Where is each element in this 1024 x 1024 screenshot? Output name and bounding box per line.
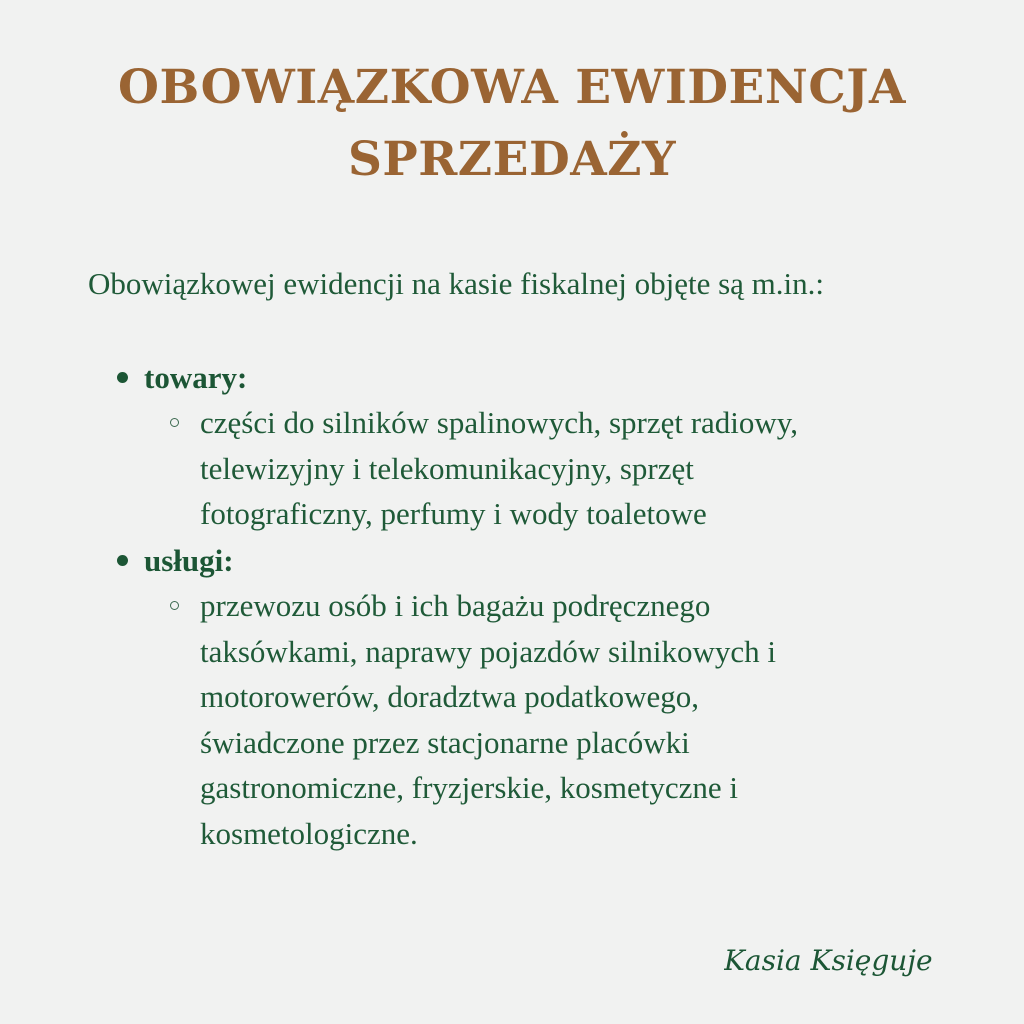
page-title-line-2: SPRZEDAŻY: [347, 132, 677, 187]
item-line: taksówkami, naprawy pojazdów silnikowych i: [200, 633, 776, 669]
item-line: fotograficzny, perfumy i wody toaletowe: [200, 496, 707, 531]
item-line: części do silników spalinowych, sprzęt radiowy,: [200, 405, 799, 440]
item-line: telewizyjny i telekomunikacyjny, sprzęt: [200, 450, 694, 486]
category-label-towary: towary:: [144, 360, 248, 395]
bullet-ring-icon: [170, 418, 179, 427]
bullet-dot-icon: [117, 372, 128, 383]
category-items-towary: [200, 400, 798, 537]
category-items-uslugi: [200, 583, 776, 856]
signature-text: Kasia Księguje: [724, 944, 933, 977]
bullet-dot-icon: [117, 555, 128, 566]
item-line: motorowerów, doradztwa podatkowego,: [200, 679, 700, 714]
item-line: przewozu osób i ich bagażu podręcznego: [200, 588, 711, 623]
item-line: gastronomiczne, fryzjerskie, kosmetyczne i: [200, 770, 738, 805]
intro-text: Obowiązkowej ewidencji na kasie fiskalnej objęte są m.in.:: [88, 266, 825, 301]
item-line: kosmetologiczne.: [200, 815, 418, 851]
category-label-uslugi: usługi:: [144, 543, 234, 578]
signature-logo: [724, 936, 974, 986]
bullet-ring-icon: [170, 601, 179, 610]
page-title-line-1: OBOWIĄZKOWA EWIDENCJA: [118, 60, 906, 115]
item-line: świadczone przez stacjonarne placówki: [200, 724, 690, 760]
